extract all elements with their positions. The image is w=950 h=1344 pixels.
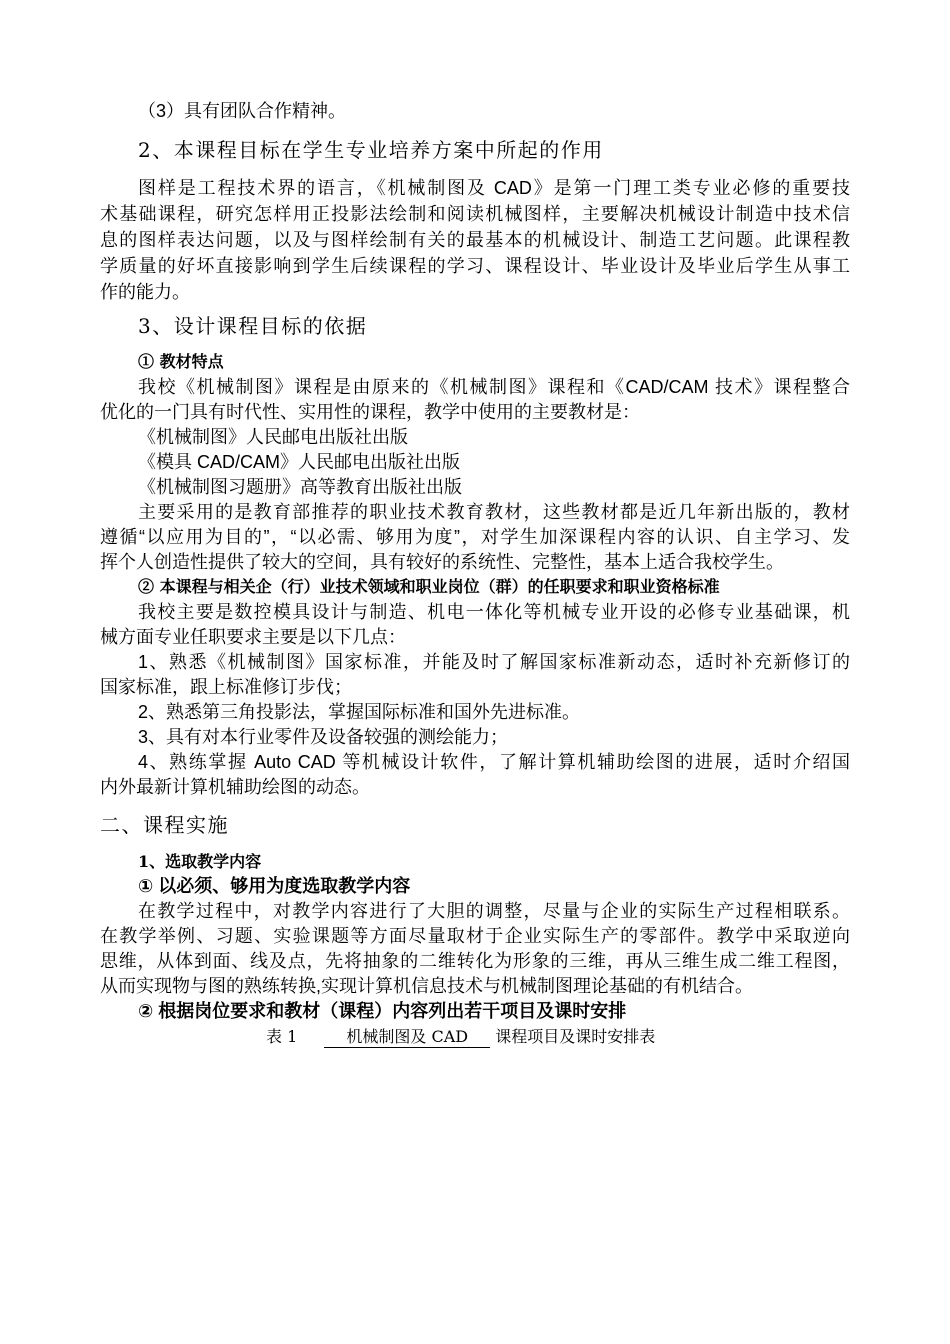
- requirement-item: 国家标准，跟上标准修订步伐；: [100, 677, 352, 697]
- paragraph-line: 我校《机械制图》课程是由原来的《机械制图》课程和《CAD/CAM 技术》课程整合: [138, 377, 850, 397]
- paragraph-line: 优化的一门具有时代性、实用性的课程，教学中使用的主要教材是：: [100, 402, 640, 422]
- subheading-textbook: ① 教材特点: [138, 352, 224, 371]
- goal-item-3: （3）具有团队合作精神。: [138, 101, 347, 121]
- requirement-item: 1、熟悉《机械制图》国家标准，并能及时了解国家标准新动态，适时补充新修订的: [138, 652, 850, 672]
- paragraph-line: 主要采用的是教育部推荐的职业技术教育教材，这些教材都是近几年新出版的，教材: [138, 502, 850, 522]
- table-caption: [266, 1025, 655, 1049]
- paragraph-line: 在教学举例、习题、实验课题等方面尽量取材于企业实际生产的零部件。教学中采取逆向: [100, 926, 850, 946]
- paragraph-line: 思维，从体到面、线及点，先将抽象的二维转化为形象的三维，再从三维生成二维工程图，: [100, 951, 850, 971]
- textbook-item: 《机械制图》人民邮电出版社出版: [138, 427, 408, 447]
- requirement-item: 2、熟悉第三角投影法，掌握国际标准和国外先进标准。: [138, 702, 581, 722]
- paragraph-line: 械方面专业任职要求主要是以下几点：: [100, 627, 406, 647]
- requirement-item: 内外最新计算机辅助绘图的动态。: [100, 777, 370, 797]
- paragraph-line: 息的图样表达问题，以及与图样绘制有关的最基本的机械设计、制造工艺问题。此课程教: [100, 230, 850, 250]
- paragraph-line: 学质量的好坏直接影响到学生后续课程的学习、课程设计、毕业设计及毕业后学生从事工: [100, 256, 850, 276]
- paragraph-line: 术基础课程，研究怎样用正投影法绘制和阅读机械图样，主要解决机械设计制造中技术信: [100, 204, 850, 224]
- subheading-select-content: 1、选取教学内容: [138, 852, 262, 871]
- point-heading-2: ② 根据岗位要求和教材（课程）内容列出若干项目及课时安排: [138, 1001, 627, 1021]
- table-caption-suffix: 课程项目及课时安排表: [495, 1027, 656, 1046]
- paragraph-line: 作的能力。: [100, 282, 190, 302]
- section-heading-3: 3、设计课程目标的依据: [138, 314, 368, 338]
- section-heading-2: 2、本课程目标在学生专业培养方案中所起的作用: [138, 138, 604, 162]
- textbook-item: 《模具 CAD/CAM》人民邮电出版社出版: [138, 452, 461, 472]
- paragraph-line: 图样是工程技术界的语言，《机械制图及 CAD》是第一门理工类专业必修的重要技: [138, 178, 850, 198]
- table-caption-label: 表 1: [266, 1027, 298, 1046]
- paragraph-line: 从而实现物与图的熟练转换,实现计算机信息技术与机械制图理论基础的有机结合。: [100, 976, 753, 996]
- requirement-item: 3、具有对本行业零件及设备较强的测绘能力；: [138, 727, 509, 747]
- subheading-job-requirements: ② 本课程与相关企（行）业技术领域和职业岗位（群）的任职要求和职业资格标准: [138, 577, 720, 596]
- requirement-item: 4、熟练掌握 Auto CAD 等机械设计软件，了解计算机辅助绘图的进展，适时介绍国: [138, 752, 850, 772]
- paragraph-line: 在教学过程中，对教学内容进行了大胆的调整，尽量与企业的实际生产过程相联系。: [138, 901, 850, 921]
- table-caption-course: 机械制图及 CAD: [324, 1027, 490, 1048]
- section-heading-implementation: 二、课程实施: [100, 813, 229, 837]
- textbook-item: 《机械制图习题册》高等教育出版社出版: [138, 477, 462, 497]
- paragraph-line: 遵循“以应用为目的”，“以必需、够用为度”，对学生加深课程内容的认识、自主学习、发: [100, 527, 850, 547]
- point-heading-1: ① 以必须、够用为度选取教学内容: [138, 876, 411, 896]
- paragraph-line: 我校主要是数控模具设计与制造、机电一体化等机械专业开设的必修专业基础课，机: [138, 602, 850, 622]
- paragraph-line: 挥个人创造性提供了较大的空间，具有较好的系统性、完整性，基本上适合我校学生。: [100, 552, 784, 572]
